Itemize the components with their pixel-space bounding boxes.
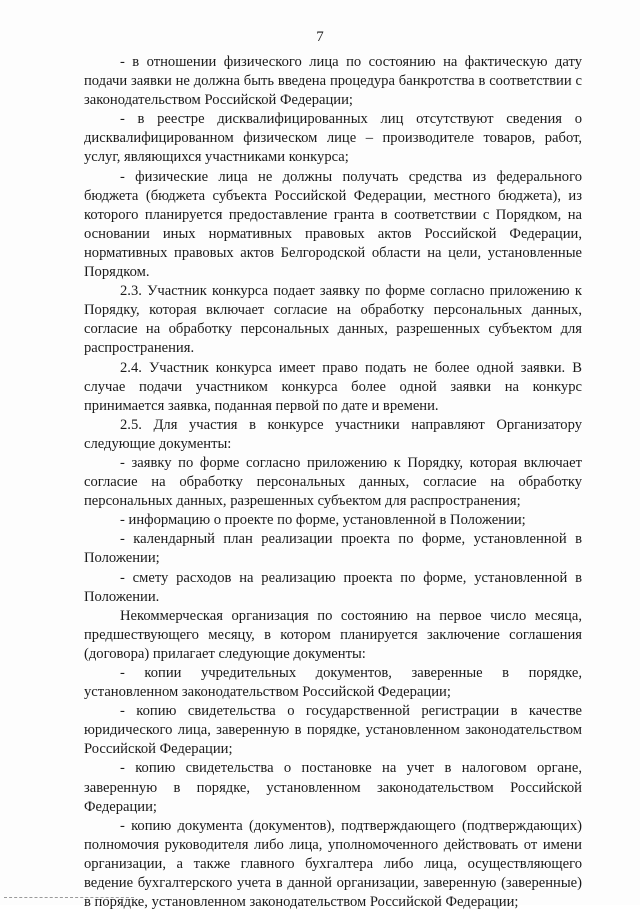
document-body: [84, 53, 582, 912]
list-item-application: - заявку по форме согласно приложению к Порядку, которая включает согласие на обработку персональных данных, согласие на обработку персональных данных, разрешенных субъектом для распространения;: [84, 454, 582, 510]
scan-edge-mark: [4, 897, 134, 901]
list-item-project-info: - информацию о проекте по форме, установленной в Положении;: [120, 512, 526, 529]
paragraph-bankruptcy: - в отношении физического лица по состоянию на фактическую дату подачи заявки не должна быть введена процедура банкротства в соответствии с законодательством Российской Федерации;: [84, 54, 582, 109]
list-item-authority-documents: - копию документа (документов), подтверждающего (подтверждающих) полномочия руководителя либо лица, уполномоченного действовать от имени организации, а также главного бухгалтера либо лица, осуществляющего ведение бухгалтерского учета в данной организации, заверенную (заверенные) в порядке, установленном законодательством Российской Федерации;: [84, 817, 582, 911]
paragraph-nonprofit-documents: Некоммерческая организация по состоянию на первое число месяца, предшествующего месяцу, в котором планируется заключение соглашения (договора) прилагает следующие документы:: [84, 607, 582, 662]
list-item-founding-documents: - копии учредительных документов, заверенные в порядке, установленном законодательством Российской Федерации;: [84, 665, 582, 701]
paragraph-2-3: 2.3. Участник конкурса подает заявку по форме согласно приложению к Порядку, которая включает согласие на обработку персональных данных, согласие на обработку персональных данных, разрешенных субъектом для распространения.: [84, 283, 582, 357]
paragraph-2-4: 2.4. Участник конкурса имеет право подать не более одной заявки. В случае подачи участником конкурса более одной заявки на конкурс принимается заявка, поданная первой по дате и времени.: [84, 359, 582, 414]
paragraph-budget-funds: - физические лица не должны получать средства из федерального бюджета (бюджета субъекта Российской Федерации, местного бюджета), из которого планируется предоставление гранта в соответствии с Порядком, на основании иных нормативных правовых актов Российской Федерации, нормативных правовых актов Белгородской области на цели, установленные Порядком.: [84, 168, 582, 281]
list-item-registration-certificate: - копию свидетельства о государственной регистрации в качестве юридического лица, заверенную в порядке, установленном законодательством Российской Федерации;: [84, 703, 582, 758]
list-item-cost-estimate: - смету расходов на реализацию проекта по форме, установленной в Положении.: [84, 569, 582, 605]
list-item-calendar-plan: - календарный план реализации проекта по форме, установленной в Положении;: [84, 531, 582, 567]
list-item-tax-certificate: - копию свидетельства о постановке на учет в налоговом органе, заверенную в порядке, установленном законодательством Российской Федерации;: [84, 760, 582, 815]
page-number: 7: [316, 29, 324, 45]
paragraph-disqualified-registry: - в реестре дисквалифицированных лиц отсутствуют сведения о дисквалифицированном физическом лице – производителе товаров, работ, услуг, являющихся участниками конкурса;: [84, 111, 582, 166]
paragraph-2-5: 2.5. Для участия в конкурсе участники направляют Организатору следующие документы:: [84, 416, 582, 452]
